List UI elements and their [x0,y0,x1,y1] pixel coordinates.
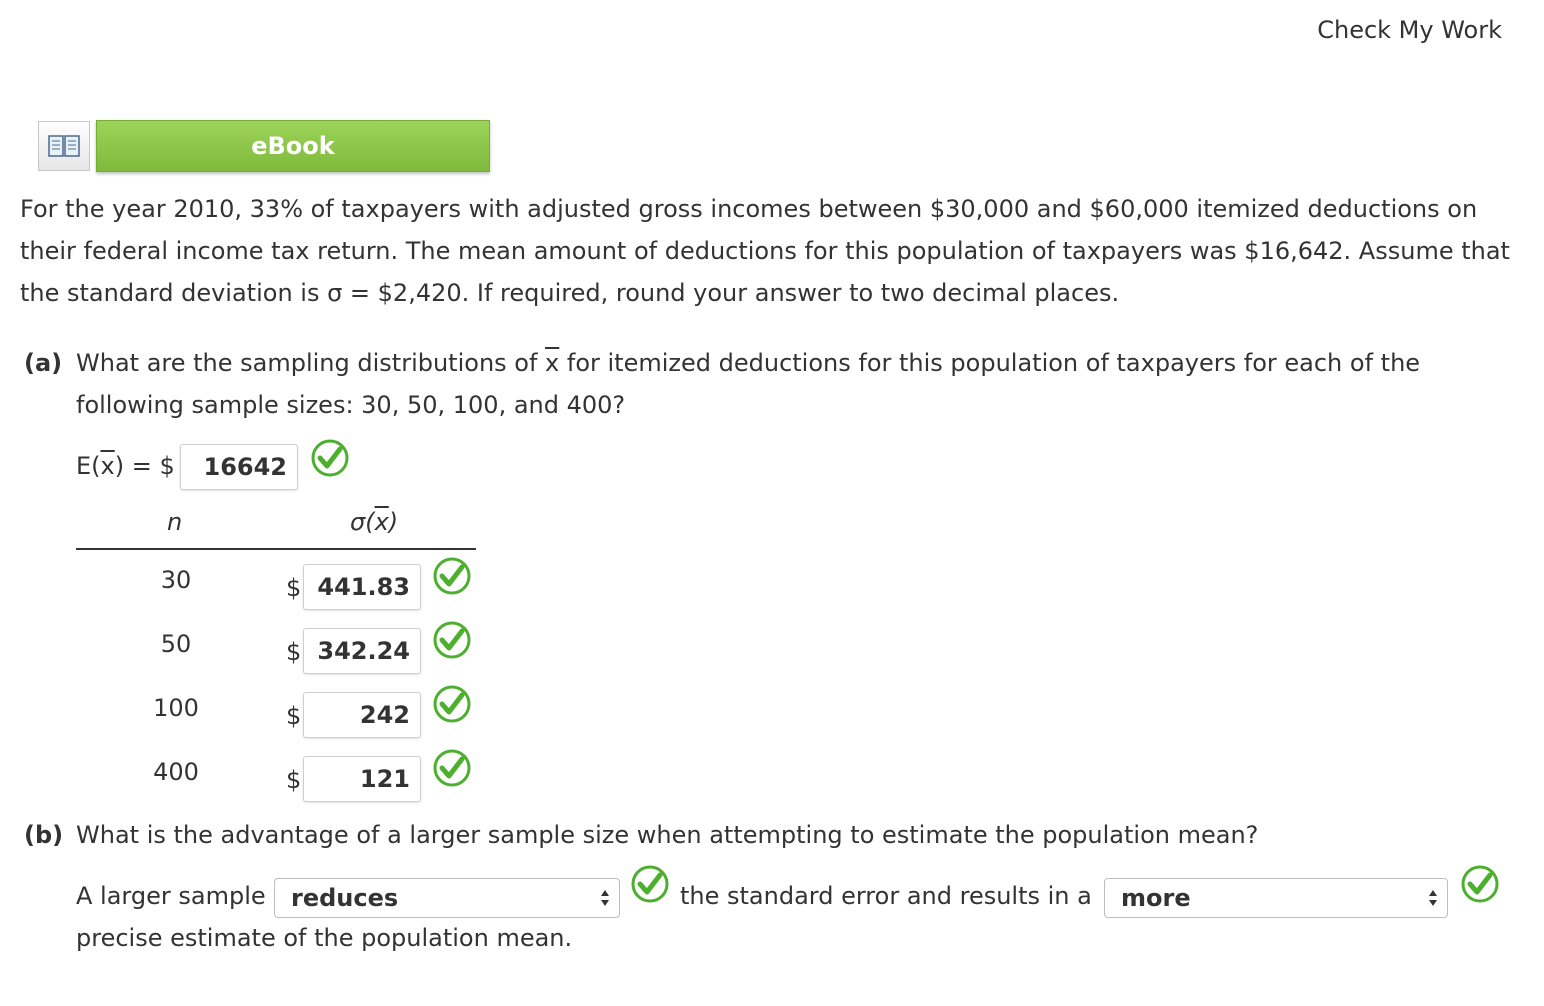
correct-check-icon [630,864,670,904]
column-header-sigma [350,508,398,536]
book-icon [48,134,80,158]
table-row-n: 100 [153,694,199,722]
answer-text-after: precise estimate of the population mean. [76,924,573,952]
correct-check-icon [310,438,350,478]
ex-suffix: ) = $ [114,452,175,480]
book-icon-button[interactable] [38,121,90,171]
part-b-text: What is the advantage of a larger sample size when attempting to estimate the population mean? [76,821,1259,849]
correct-check-icon [1460,864,1500,904]
correct-check-icon [432,556,472,596]
answer-text-middle: the standard error and results in a [680,882,1092,910]
currency-symbol: $ [286,638,302,666]
problem-statement [20,188,1530,314]
part-a-text-1: What are the sampling distributions of [76,349,546,377]
sigma-input-30[interactable]: 441.83 [303,564,421,610]
select-arrows-icon [1427,888,1439,908]
sigma-input-50[interactable]: 342.24 [303,628,421,674]
part-a-text-2: for itemized deductions for this population of taxpayers for each of the [559,349,1421,377]
part-a-label: (a) [24,349,63,377]
sigma-xbar: $\overline{x}$ [374,508,389,536]
problem-line-2: their federal income tax return. The mean amount of deductions for this population of taxpayers was $16,642. Assume that [20,237,1510,265]
expected-value-label [76,452,175,480]
sigma-suffix: ) [388,508,399,536]
currency-symbol: $ [286,574,302,602]
correct-check-icon [432,748,472,788]
column-header-n: n [167,508,183,536]
currency-symbol: $ [286,702,302,730]
check-my-work-button[interactable]: Check My Work [1317,16,1502,44]
select-arrows-icon [599,888,611,908]
sigma-input-100[interactable]: 242 [303,692,421,738]
ex-prefix: E( [76,452,101,480]
select-reduces-value: reduces [291,884,399,912]
part-a-question [24,342,1464,426]
expected-value-input[interactable]: 16642 [180,444,298,490]
sigma-input-400[interactable]: 121 [303,756,421,802]
correct-check-icon [432,620,472,660]
table-row-n: 50 [160,630,192,658]
currency-symbol: $ [286,766,302,794]
part-b-label: (b) [24,821,64,849]
answer-text-before: A larger sample [76,882,266,910]
table-row-n: 30 [160,566,192,594]
table-header-divider [76,548,476,550]
table-row-n: 400 [153,758,199,786]
select-reduces[interactable] [274,878,620,918]
problem-line-1: For the year 2010, 33% of taxpayers with adjusted gross incomes between $30,000 and $60,000 itemized deductions on [20,195,1478,223]
problem-line-3: the standard deviation is σ = $2,420. If required, round your answer to two decimal places. [20,279,1120,307]
part-a-text-3: following sample sizes: 30, 50, 100, and 400? [76,391,626,419]
xbar-symbol: $\overline{x}$ [545,349,560,377]
ex-xbar: $\overline{x}$ [100,452,115,480]
sigma-prefix: σ( [350,508,375,536]
part-b-question [24,814,1464,856]
select-more-value: more [1121,884,1191,912]
select-more[interactable] [1104,878,1448,918]
ebook-button[interactable]: eBook [96,120,490,172]
correct-check-icon [432,684,472,724]
